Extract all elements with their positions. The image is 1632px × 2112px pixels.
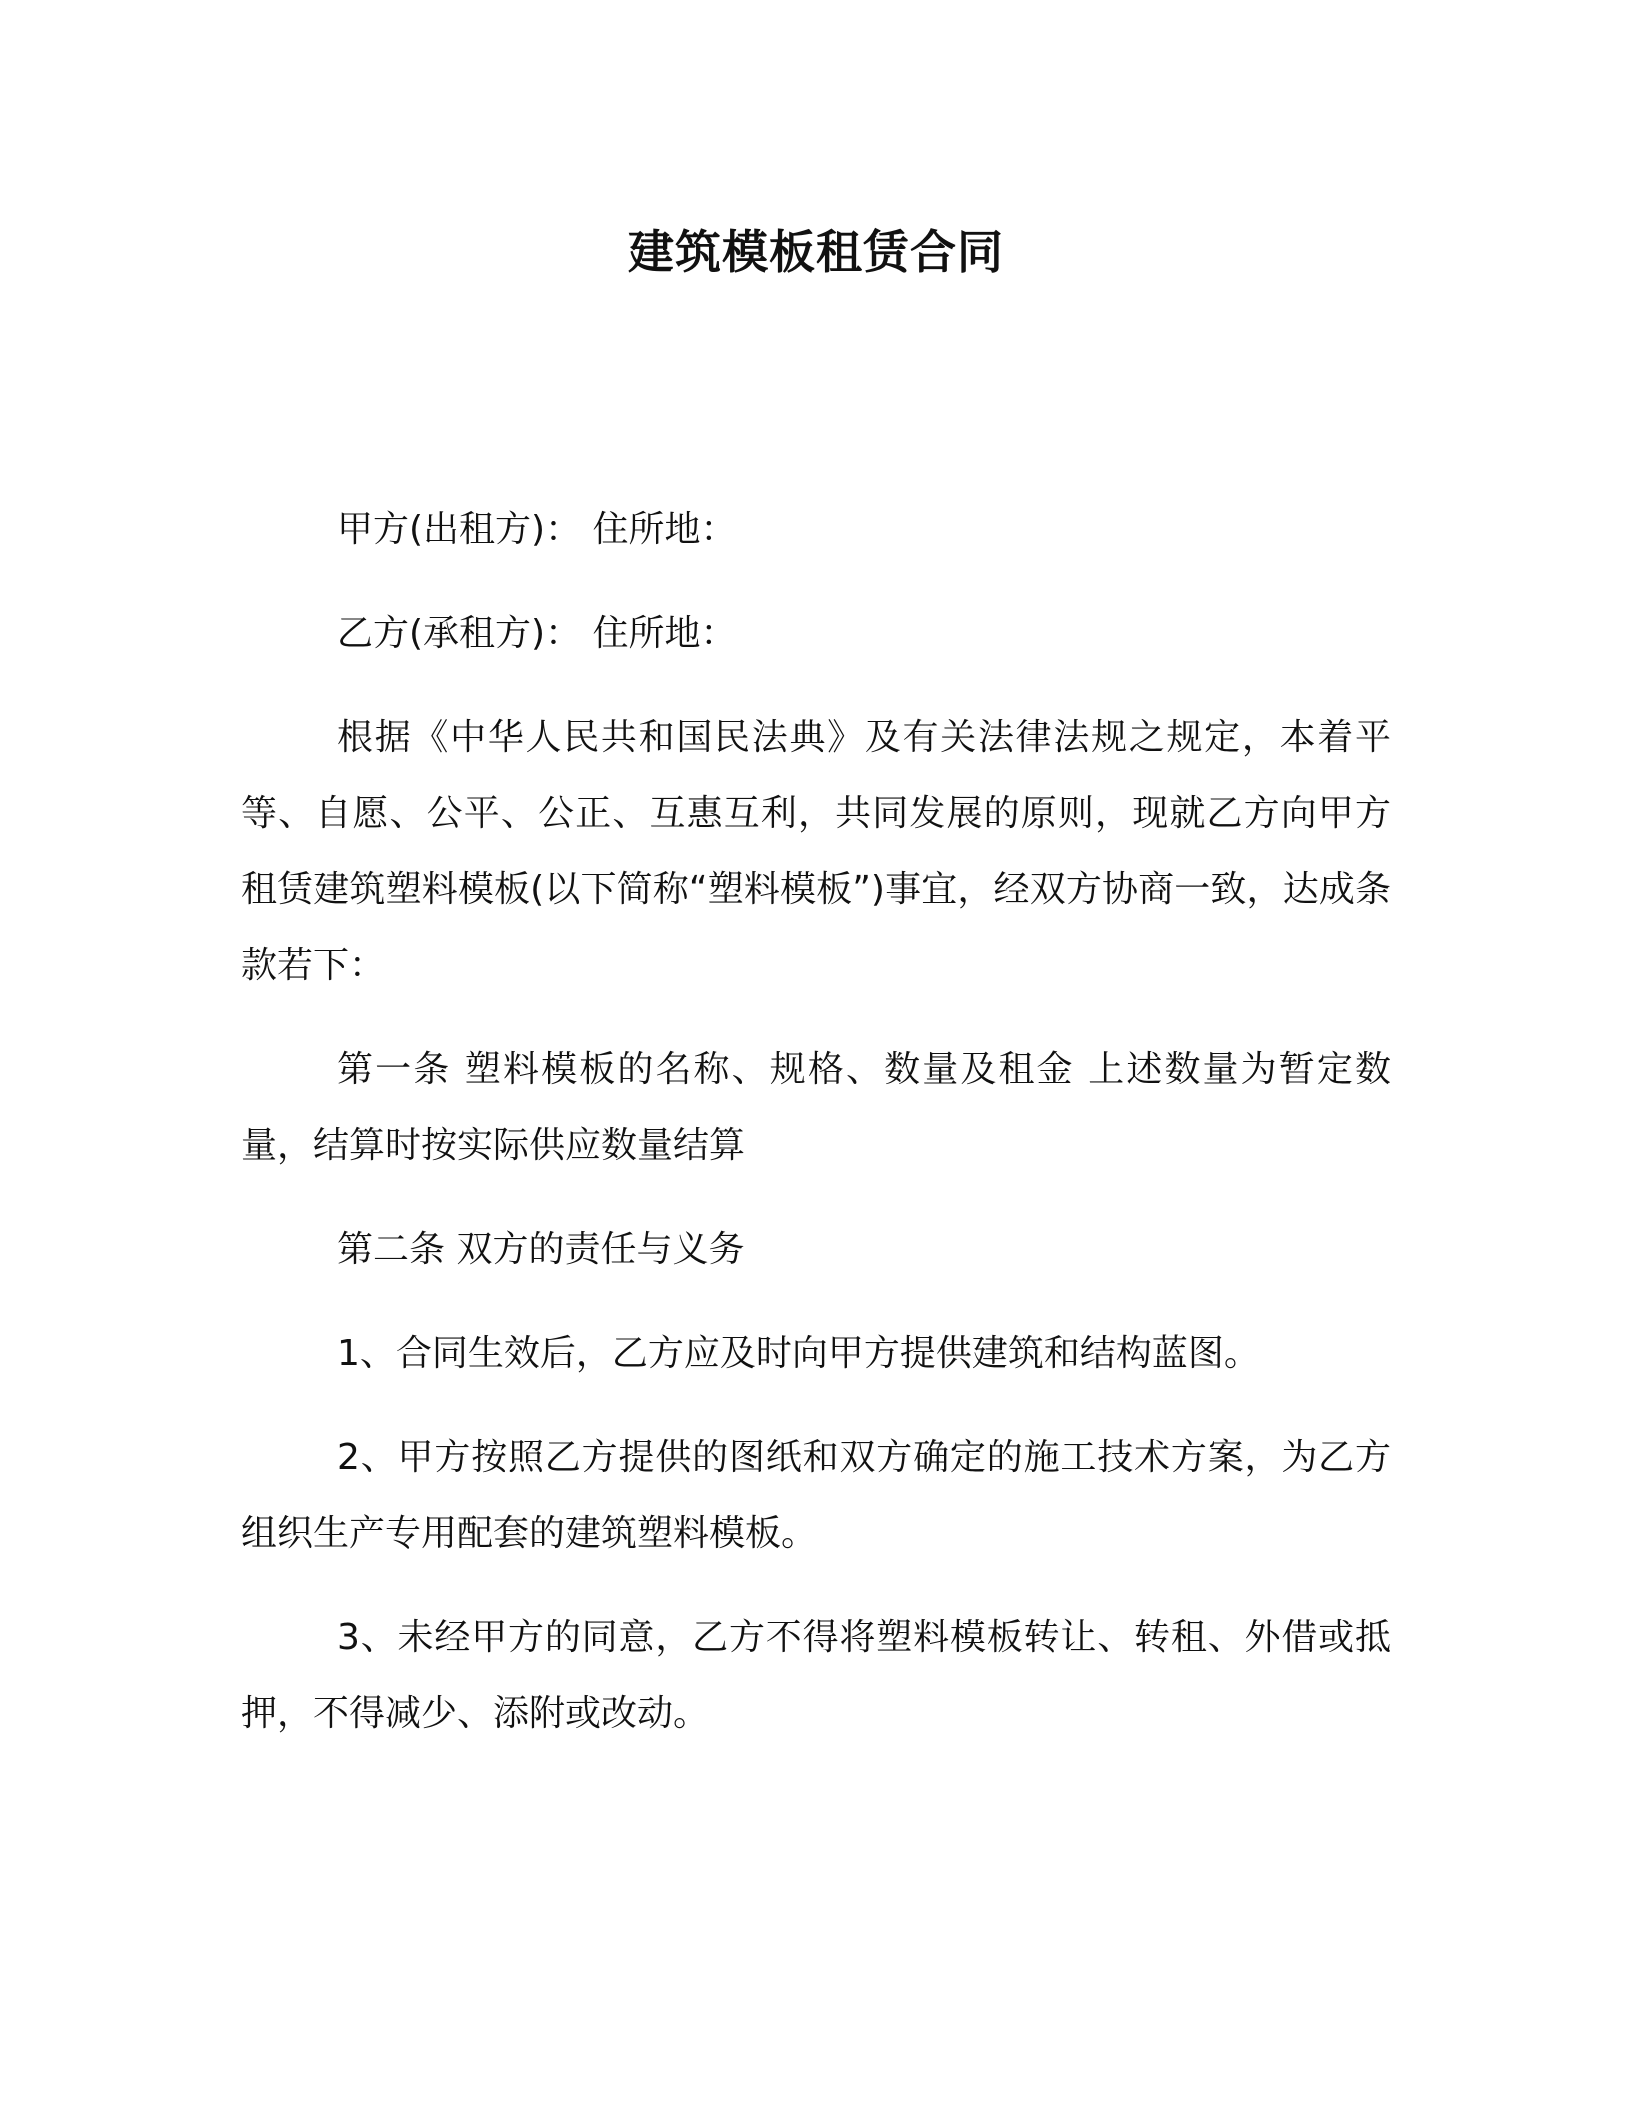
document-body — [241, 492, 1391, 1780]
clause-3-paragraph: 3、未经甲方的同意，乙方不得将塑料模板转让、转租、外借或抵押，不得减少、添附或改动。 — [241, 1617, 1391, 1734]
preamble-paragraph: 根据《中华人民共和国民法典》及有关法律法规之规定，本着平等、自愿、公平、公正、互惠互利，共同发展的原则，现就乙方向甲方租赁建筑塑料模板(以下简称“塑料模板”)事宜，经双方协商一致，达成条款若下： — [241, 717, 1391, 986]
clause-2-paragraph: 2、甲方按照乙方提供的图纸和双方确定的施工技术方案，为乙方组织生产专用配套的建筑塑料模板。 — [241, 1437, 1391, 1554]
document-title: 建筑模板租赁合同 — [628, 225, 1004, 279]
party-a-line: 甲方(出租方)： 住所地： — [337, 509, 737, 550]
party-b-line: 乙方(承租方)： 住所地： — [337, 613, 737, 654]
article-1-paragraph: 第一条 塑料模板的名称、规格、数量及租金 上述数量为暂定数量，结算时按实际供应数量结算 — [241, 1049, 1391, 1166]
clause-1-paragraph: 1、合同生效后，乙方应及时向甲方提供建筑和结构蓝图。 — [337, 1333, 1260, 1374]
article-2-heading: 第二条 双方的责任与义务 — [337, 1229, 745, 1270]
